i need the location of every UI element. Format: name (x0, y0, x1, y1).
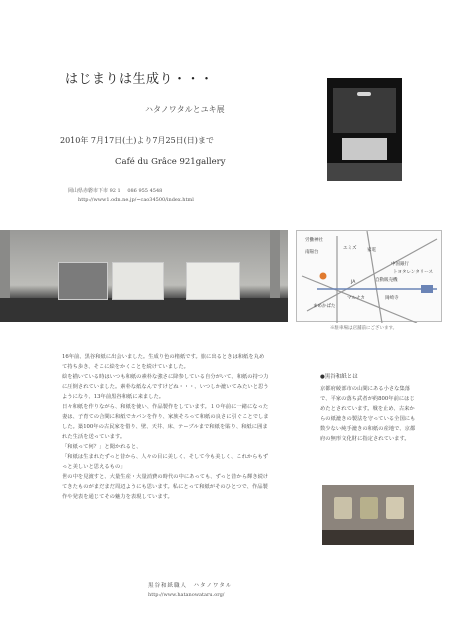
statement-paragraph: 「和紙は生まれたずっと昔から、人々の目に美しく、そして今も美しく、これからもずっと美しいと思えるもの」 (62, 454, 269, 470)
map-label-6: JA (351, 280, 356, 285)
gallery-photo-wide (0, 230, 288, 322)
artist-statement (62, 352, 269, 502)
artist-signature: 黒谷和紙職人 ハタノワタル (148, 583, 233, 589)
statement-paragraph: 世の中を見渡すと、大量生産・大量消費の時代の中にあっても、ずっと昔から輝き続けてきたものがまだまだ周辺ようにも思います。私にとって和紙がそのひとつで、作品製作や発表を通じてその魅力を表現しています。 (62, 474, 269, 500)
gallery-photo-top (327, 78, 402, 181)
statement-paragraph: 絵を描いている時はいつも和紙の素朴な強さに降参している自分がいて、和紙の持つ力に圧倒されていました。素朴な紙なんですけどね・・・、いつしか漉いてみたいと思うようになり、13年前黒谷和紙に来ました。 (62, 374, 269, 400)
statement-paragraph: 16年前、黒谷和紙に出会いました。生成り色の楮紙です。旅に出るときは和紙を丸めて持ち歩き、そこに絵をかくことを続けていました。 (62, 354, 265, 370)
map-label-10: まめかばた (313, 304, 336, 309)
map-label-3: 家電 (367, 248, 376, 253)
venue-address: 岡山県赤磐市下市 92 1 086 955 4548 (68, 188, 163, 194)
artist-url[interactable]: http://www.hatanowataru.org/ (148, 592, 225, 598)
exhibition-dates: 2010年 7月17日(土)より7月25日(日)まで (60, 136, 214, 145)
exhibition-name: ハタノワタルとユキ展 (145, 105, 225, 114)
statement-paragraph: 日々和紙を作りながら、和紙を使い、作品製作をしています。１０年前に一緒になった妻は、子育ての合間に和紙でカバンを作り、家族そろって和紙の良さに引ぐことでしました。築100年の古民家を借り、壁、天井、床、テーブルまで和紙を貼り、和紙に囲まれた生活を送っています。 (62, 404, 269, 440)
map-label-0: 労働神社 (305, 238, 323, 243)
bags-photo (322, 485, 414, 545)
map-label-1: 南陽台 (305, 250, 319, 255)
map-label-2: エミズ (343, 246, 357, 251)
map-label-4: 中国銀行 (391, 262, 409, 267)
map-label-7: マルナカ (347, 296, 365, 301)
kurotani-heading: ●黒谷和紙とは (320, 374, 358, 380)
page-title: はじまりは生成り・・・ (65, 72, 214, 87)
kurotani-description (320, 384, 417, 444)
venue-name: Café du Grâce 921gallery (115, 157, 226, 167)
statement-paragraph: 「和紙って何？」と聞かれると、 (62, 444, 142, 450)
map-note: ※駐車場は店舗前にございます。 (330, 326, 398, 331)
map-label-9: 自動販売機 (375, 278, 398, 283)
access-map (296, 230, 442, 322)
map-label-8: 岡崎寺 (385, 296, 399, 301)
venue-url[interactable]: http://www1.odn.ne.jp/~cao34500/index.html (78, 197, 194, 203)
kurotani-text: 京都府綾部市の山間にある小さな集落で、平家の落ち武者が約800年前にはじめたとされています。戦を止め、古来からの紙漉きの製法を守っている全国にも数少ない純手漉きの和紙の産地で、京都府の無形文化財に指定されています。 (320, 386, 416, 442)
map-label-5: トヨタレンタリース (393, 270, 433, 275)
